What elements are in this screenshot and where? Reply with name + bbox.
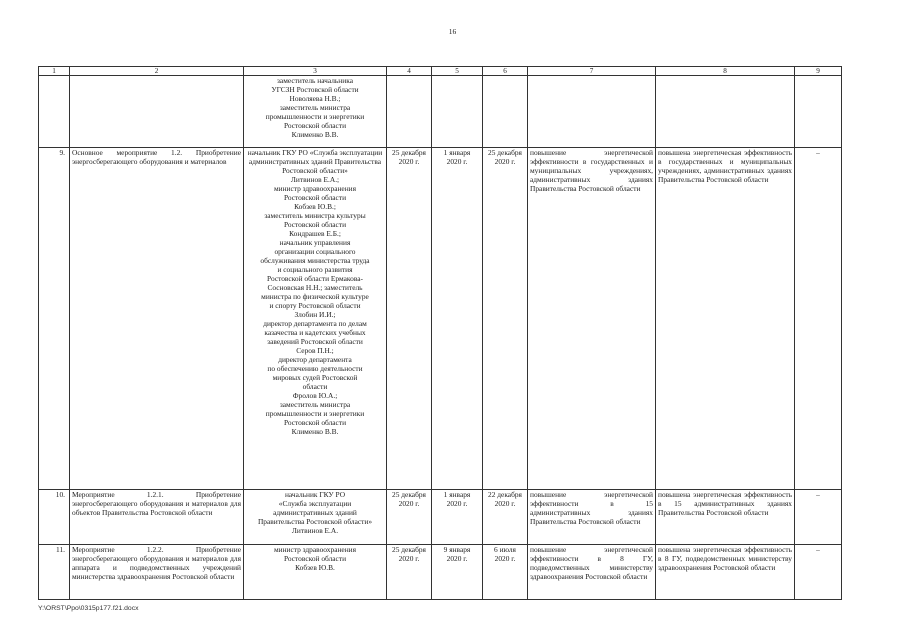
expected-result: повышение энергетической эффективности в государственных и муниципальных учреждениях, административных зданиях Правительства Ростовской области — [528, 148, 656, 490]
table-row-continuation — [39, 76, 842, 148]
column-number: 5 — [432, 67, 483, 76]
table-row — [39, 490, 842, 545]
measure-name: Мероприятие 1.2.1. Приобретение энергосберегающего оборудования и материалов для объектов Правительства Ростовской области — [70, 490, 244, 545]
executors-cell: заместитель начальника УГСЗН Ростовской области Новоляева Н.В.; заместитель министра промышленности и энергетики Ростовской области Клименко В.В. — [244, 76, 387, 148]
notes-cell: – — [795, 490, 842, 545]
column-number: 4 — [387, 67, 432, 76]
date-cell: 25 декабря 2020 г. — [483, 148, 528, 490]
column-number: 7 — [528, 67, 656, 76]
row-number: 10. — [39, 490, 70, 545]
document-file-path: Y:\ORST\Ppo\0315p177.f21.docx — [38, 605, 139, 612]
indicator-cell: повышена энергетическая эффективность в государственных и муниципальных учреждениях, административных зданиях Правительства Ростовской области — [656, 148, 795, 490]
page-number: 16 — [448, 27, 457, 36]
date-cell: 25 декабря 2020 г. — [387, 490, 432, 545]
plan-table — [38, 66, 842, 600]
measure-name: Основное мероприятие 1.2. Приобретение энергосберегающего оборудования и материалов — [70, 148, 244, 490]
row-number: 11. — [39, 545, 70, 600]
date-cell: 9 января 2020 г. — [432, 545, 483, 600]
date-cell: 25 декабря 2020 г. — [387, 148, 432, 490]
table-row — [39, 148, 842, 490]
date-cell: 22 декабря 2020 г. — [483, 490, 528, 545]
table-row — [39, 545, 842, 600]
expected-result: повышение энергетической эффективности в 8 ГУ, подведомственных министерству здравоохранения Ростовской области — [528, 545, 656, 600]
executors-cell: начальник ГКУ РО «Служба эксплуатации административных зданий Правительства Ростовской области» Литвинов Е.А.; министр здравоохранения Ростовской области Кобзев Ю.В.; заместитель министра культуры Ростовской области Кондрашев Е.Б.; начальник управления организации социального обслуживания министерства труда и социального развития Ростовской области Ермакова- Сосновская Н.Н.; заместитель министра по физической культуре и спорту Ростовской области Злобин И.И.; директор департамента по делам казачества и кадетских учебных заведений Ростовской области Серов П.Н.; директор департамента по обеспечению деятельности мировых судей Ростовской области Фролов Ю.А.; заместитель министра промышленности и энергетики Ростовской области Клименко В.В. — [244, 148, 387, 490]
column-number: 6 — [483, 67, 528, 76]
column-number: 2 — [70, 67, 244, 76]
column-number: 8 — [656, 67, 795, 76]
row-number: 9. — [39, 148, 70, 490]
indicator-cell: повышена энергетическая эффективность в 15 административных зданиях Правительства Ростовской области — [656, 490, 795, 545]
notes-cell: – — [795, 148, 842, 490]
indicator-cell: повышена энергетическая эффективность в 8 ГУ, подведомственных министерству здравоохранения Ростовской области — [656, 545, 795, 600]
expected-result: повышение энергетической эффективности в 15 административных зданиях Правительства Ростовской области — [528, 490, 656, 545]
column-number: 3 — [244, 67, 387, 76]
date-cell: 1 января 2020 г. — [432, 148, 483, 490]
date-cell: 25 декабря 2020 г. — [387, 545, 432, 600]
notes-cell: – — [795, 545, 842, 600]
column-number: 9 — [795, 67, 842, 76]
executors-cell: начальник ГКУ РО «Служба эксплуатации административных зданий Правительства Ростовской области» Литвинов Е.А. — [244, 490, 387, 545]
date-cell: 1 января 2020 г. — [432, 490, 483, 545]
date-cell: 6 июля 2020 г. — [483, 545, 528, 600]
column-number-row — [39, 67, 842, 76]
executors-cell: министр здравоохранения Ростовской области Кобзев Ю.В. — [244, 545, 387, 600]
column-number: 1 — [39, 67, 70, 76]
measure-name: Мероприятие 1.2.2. Приобретение энергосберегающего оборудования и материалов для аппарата и подведомственных учреждений министерства здравоохранения Ростовской области — [70, 545, 244, 600]
